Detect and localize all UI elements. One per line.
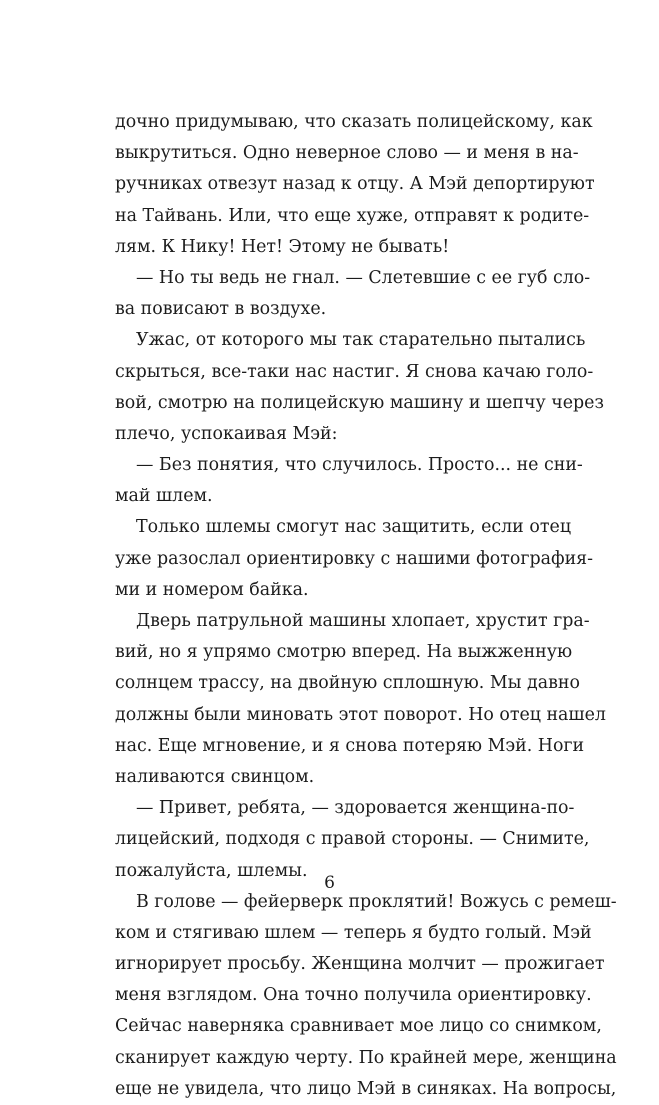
text-line: В голове — фейерверк проклятий! Вожусь с ремеш- bbox=[136, 891, 617, 912]
text-line: лям. К Нику! Нет! Этому не бывать! bbox=[115, 236, 450, 257]
text-line: май шлем. bbox=[115, 486, 213, 507]
text-line: Только шлемы смогут нас защитить, если отец bbox=[136, 517, 571, 538]
text-line: ком и стягиваю шлем — теперь я будто голый. Мэй bbox=[115, 922, 592, 943]
text-line: еще не увидела, что лицо Мэй в синяках. На вопросы, bbox=[115, 1078, 617, 1099]
text-line: Ужас, от которого мы так старательно пытались bbox=[136, 330, 586, 351]
page-text bbox=[115, 107, 617, 1105]
text-line: наливаются свинцом. bbox=[115, 766, 315, 787]
text-line: должны были миновать этот поворот. Но отец нашел bbox=[115, 704, 606, 725]
text-line: плечо, успокаивая Мэй: bbox=[115, 423, 338, 444]
text-line: — Привет, ребята, — здоровается женщина-по- bbox=[136, 798, 575, 819]
text-line: вий, но я упрямо смотрю вперед. На выжженную bbox=[115, 642, 573, 663]
text-line: ми и номером байка. bbox=[115, 579, 309, 600]
text-line: выкрутиться. Одно неверное слово — и меня в на- bbox=[115, 143, 579, 164]
text-line: сканирует каждую черту. По крайней мере, женщина bbox=[115, 1047, 617, 1068]
page-number: 6 bbox=[324, 873, 335, 893]
text-line: на Тайвань. Или, что еще хуже, отправят к родите- bbox=[115, 205, 590, 226]
text-line: меня взглядом. Она точно получила ориентировку. bbox=[115, 985, 592, 1006]
text-line: уже разослал ориентировку с нашими фотография- bbox=[115, 548, 594, 569]
text-line: скрыться, все-таки нас настиг. Я снова качаю голо- bbox=[115, 361, 594, 382]
text-line: дочно придумываю, что сказать полицейскому, как bbox=[115, 112, 593, 132]
text-line: вой, смотрю на полицейскую машину и шепчу через bbox=[115, 392, 604, 413]
text-line: Дверь патрульной машины хлопает, хрустит гра- bbox=[136, 611, 590, 631]
text-line: нас. Еще мгновение, и я снова потеряю Мэй. Ноги bbox=[115, 735, 585, 756]
text-line: Сейчас наверняка сравнивает мое лицо со снимком, bbox=[115, 1016, 602, 1037]
text-line: ручниках отвезут назад к отцу. А Мэй депортируют bbox=[115, 174, 595, 195]
text-line: пожалуйста, шлемы. bbox=[115, 860, 308, 881]
text-line: ва повисают в воздухе. bbox=[115, 299, 327, 320]
text-line: игнорирует просьбу. Женщина молчит — прожигает bbox=[115, 954, 605, 975]
text-line: — Без понятия, что случилось. Просто... не сни- bbox=[136, 455, 583, 476]
text-line: — Но ты ведь не гнал. — Слетевшие с ее губ сло- bbox=[136, 267, 591, 288]
text-line: лицейский, подходя с правой стороны. — Снимите, bbox=[115, 829, 590, 850]
text-line: солнцем трассу, на двойную сплошную. Мы давно bbox=[115, 673, 580, 694]
